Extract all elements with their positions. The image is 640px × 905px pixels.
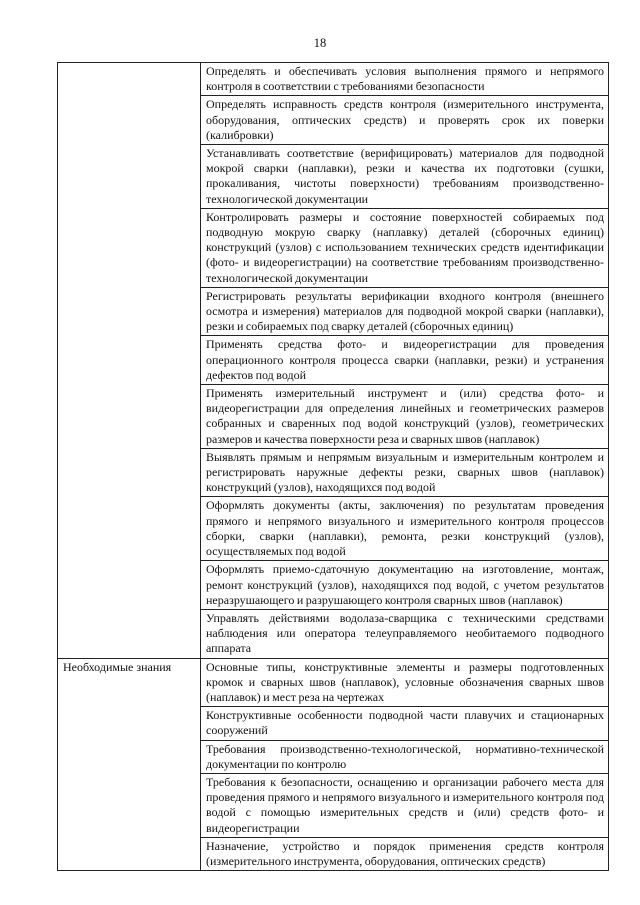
table-cell [201,740,609,773]
requirements-table [57,62,609,871]
table-cell [201,287,609,336]
cell-text: Оформлять документы (акты, заключения) по результатам проведения прямого и непрямого визуального и измерительного контроля процессов сборки, сварки (наплавки), ремонта, резки конструкций (узлов), осуществляемых под водой [206,498,604,559]
table-cell [201,145,609,209]
cell-text: Требования производственно-технологической, нормативно-технической документации по контролю [206,741,604,771]
cell-text: Регистрировать результаты верификации входного контроля (внешнего осмотра и измерения) материалов для подводной мокрой сварки (наплавки), резки и собираемых под сварку деталей (сборочных единиц) [206,288,604,334]
cell-text: Конструктивные особенности подводной части плавучих и стационарных сооружений [206,708,604,738]
table-row [58,658,609,707]
cell-text: Определять исправность средств контроля (измерительного инструмента, оборудования, оптических средств) и проверять срок их поверки (калибровки) [206,97,604,142]
table-cell [201,448,609,497]
cell-text: Устанавливать соответствие (верифицировать) материалов для подводной мокрой сварки (наплавки), резки и качества их подготовки (сушки, прокаливания, чистоты поверхности) требованиям производственно-технологической документации [206,146,604,206]
cell-text: Оформлять приемо-сдаточную документацию на изготовление, монтаж, ремонт конструкций (узлов), находящихся под водой, с учетом результатов неразрушающего и разрушающего контроля сварных швов (наплавок) [206,562,604,607]
table-cell [201,773,609,837]
cell-text: Определять и обеспечивать условия выполнения прямого и непрямого контроля в соответствии с требованиями безопасности [206,64,604,94]
left-cell-label: Необходимые знания [63,659,172,674]
table-cell [201,208,609,287]
cell-text: Выявлять прямым и непрямым визуальным и измерительным контролем и регистрировать наружные дефекты резки, сварных швов (наплавок) конструкций (узлов), находящихся под водой [206,449,604,495]
cell-text: Требования к безопасности, оснащению и организации рабочего места для проведения прямого и непрямого визуального и измерительного контроля под водой с помощью измерительных средств и (или) средств фото- и видеорегистрации [206,774,604,835]
cell-text: Назначение, устройство и порядок применения средств контроля (измерительного инструмента, оборудования, оптических средств) [206,838,604,868]
page-number: 18 [313,36,327,50]
table-cell [201,707,609,740]
left-cell [58,63,201,659]
cell-text: Основные типы, конструктивные элементы и размеры подготовленных кромок и сварных швов (наплавок), условные обозначения сварных швов (наплавок) и мест реза на чертежах [206,659,604,704]
table-cell [201,385,609,449]
table-cell [201,609,609,658]
cell-text: Управлять действиями водолаза-сварщика с техническими средствами наблюдения или оператора телеуправляемого необитаемого подводного аппарата [206,610,604,656]
cell-text: Применять средства фото- и видеорегистрации для проведения операционного контроля процесса сварки (наплавки, резки) и устранения дефектов под водой [206,337,604,382]
table-cell [201,658,609,707]
table-cell [201,497,609,561]
table-cell [201,336,609,385]
cell-text: Контролировать размеры и состояние поверхностей собираемых под подводную мокрую сварку (наплавку) деталей (сборочных единиц) конструкций (узлов) с использованием технических средств идентификации (фото- и видеорегистрации) на соответствие требованиям производственно-технологической документации [206,209,604,285]
cell-text: Применять измерительный инструмент и (или) средства фото- и видеорегистрации для определения линейных и геометрических размеров собранных и сваренных под водой конструкций (узлов), геометрических размеров и качества поверхности реза и сварных швов (наплавок) [206,386,604,446]
table-cell [201,96,609,145]
table-cell [201,837,609,870]
left-cell [58,658,201,871]
table-row [58,63,609,96]
table-cell [201,561,609,610]
table-cell [201,63,609,96]
left-cell-label [58,63,200,65]
